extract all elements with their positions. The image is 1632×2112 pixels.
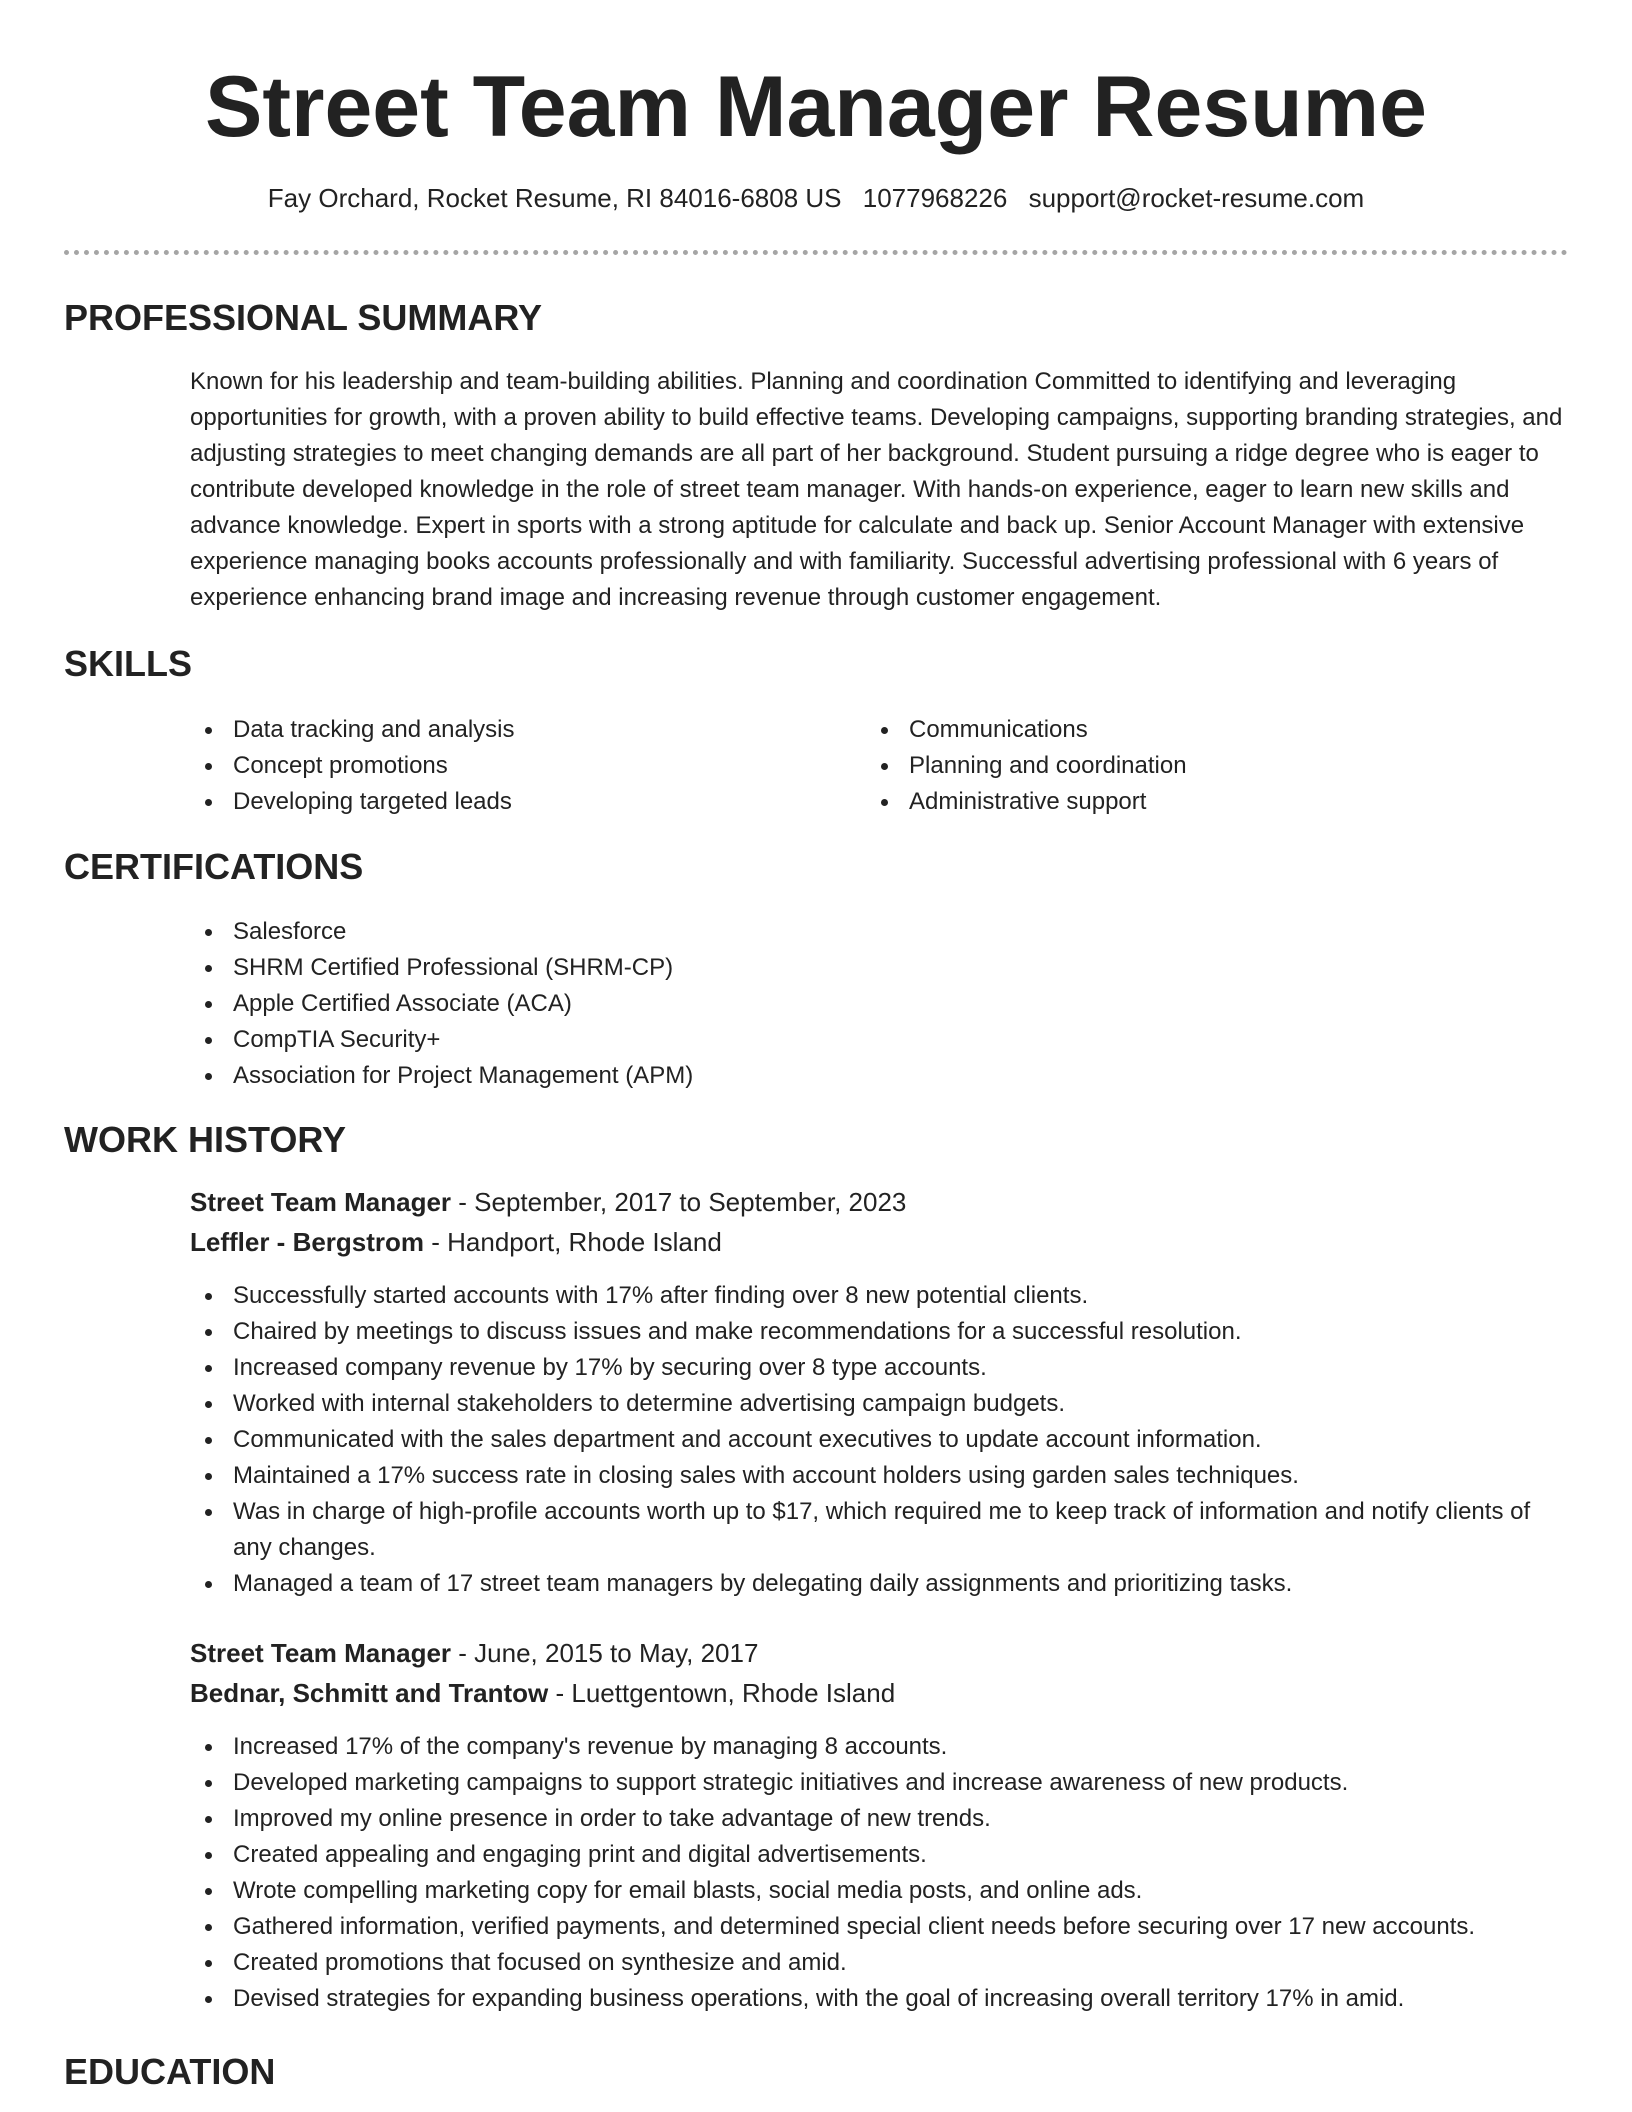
certifications-list bbox=[190, 914, 1570, 1094]
list-item: SHRM Certified Professional (SHRM-CP) bbox=[190, 950, 1570, 986]
summary-text: Known for his leadership and team-building abilities. Planning and coordination Committed to identifying and leveraging opportunities for growth, with a proven ability to build effective teams. Developing campaigns, supporting branding strategies, and adjusting strategies to meet changing demands are all part of her background. Student pursuing a ridge degree who is eager to contribute developed knowledge in the role of street team manager. With hands-on experience, eager to learn new skills and advance knowledge. Expert in sports with a strong aptitude for calculate and back up. Senior Account Manager with extensive experience managing books accounts professionally and with familiarity. Successful advertising professional with 6 years of experience enhancing brand image and increasing revenue through customer engagement. bbox=[190, 368, 1563, 611]
job-dates: - September, 2017 to September, 2023 bbox=[451, 1187, 907, 1217]
list-item: Concept promotions bbox=[190, 748, 830, 784]
job-company-line bbox=[190, 1673, 895, 1713]
certifications-heading: CERTIFICATIONS bbox=[64, 846, 364, 887]
skills-list-left bbox=[190, 712, 830, 820]
list-item: Apple Certified Associate (ACA) bbox=[190, 986, 1570, 1022]
list-item: Administrative support bbox=[866, 784, 1506, 820]
list-item: Communicated with the sales department and account executives to update account information. bbox=[190, 1422, 1570, 1458]
job-title: Street Team Manager bbox=[190, 1638, 452, 1668]
job-bullets bbox=[190, 1278, 1570, 1602]
list-item: Maintained a 17% success rate in closing sales with account holders using garden sales techniques. bbox=[190, 1458, 1570, 1494]
list-item: Developed marketing campaigns to support strategic initiatives and increase awareness of new products. bbox=[190, 1765, 1570, 1801]
list-item: Successfully started accounts with 17% after finding over 8 new potential clients. bbox=[190, 1278, 1570, 1314]
skills-list-right bbox=[866, 712, 1506, 820]
contact-address: Fay Orchard, Rocket Resume, RI 84016-6808 US bbox=[267, 183, 842, 213]
resume-title: Street Team Manager Resume bbox=[205, 59, 1427, 155]
education-heading: EDUCATION bbox=[64, 2051, 276, 2092]
list-item: Association for Project Management (APM) bbox=[190, 1058, 1570, 1094]
header-divider bbox=[64, 250, 1568, 255]
summary-heading: PROFESSIONAL SUMMARY bbox=[64, 297, 543, 338]
job-title-line bbox=[190, 1182, 906, 1222]
job-company: Bednar, Schmitt and Trantow bbox=[190, 1678, 549, 1708]
list-item: Salesforce bbox=[190, 914, 1570, 950]
job-bullets bbox=[190, 1729, 1570, 2017]
list-item: Gathered information, verified payments, and determined special client needs before securing over 17 new accounts. bbox=[190, 1909, 1570, 1945]
job-location: - Luettgentown, Rhode Island bbox=[548, 1678, 896, 1708]
list-item: Was in charge of high-profile accounts worth up to $17, which required me to keep track of information and notify clients of any changes. bbox=[190, 1494, 1570, 1566]
work-history-heading: WORK HISTORY bbox=[64, 1119, 347, 1160]
contact-email[interactable]: support@rocket-resume.com bbox=[1028, 183, 1365, 213]
list-item: Created appealing and engaging print and digital advertisements. bbox=[190, 1837, 1570, 1873]
list-item: Chaired by meetings to discuss issues and make recommendations for a successful resolution. bbox=[190, 1314, 1570, 1350]
job-company-line bbox=[190, 1222, 722, 1262]
list-item: Devised strategies for expanding business operations, with the goal of increasing overall territory 17% in amid. bbox=[190, 1981, 1570, 2017]
list-item: Managed a team of 17 street team managers by delegating daily assignments and prioritizing tasks. bbox=[190, 1566, 1570, 1602]
list-item: Improved my online presence in order to take advantage of new trends. bbox=[190, 1801, 1570, 1837]
job-title: Street Team Manager bbox=[190, 1187, 452, 1217]
skills-heading: SKILLS bbox=[64, 643, 193, 684]
list-item: Communications bbox=[866, 712, 1506, 748]
list-item: CompTIA Security+ bbox=[190, 1022, 1570, 1058]
job-company: Leffler - Bergstrom bbox=[190, 1227, 425, 1257]
contact-phone[interactable]: 1077968226 bbox=[862, 183, 1008, 213]
list-item: Increased company revenue by 17% by securing over 8 type accounts. bbox=[190, 1350, 1570, 1386]
contact-line bbox=[0, 178, 1632, 218]
list-item: Wrote compelling marketing copy for email blasts, social media posts, and online ads. bbox=[190, 1873, 1570, 1909]
job-dates: - June, 2015 to May, 2017 bbox=[451, 1638, 759, 1668]
list-item: Created promotions that focused on synthesize and amid. bbox=[190, 1945, 1570, 1981]
list-item: Worked with internal stakeholders to determine advertising campaign budgets. bbox=[190, 1386, 1570, 1422]
job-title-line bbox=[190, 1633, 758, 1673]
list-item: Developing targeted leads bbox=[190, 784, 830, 820]
job-location: - Handport, Rhode Island bbox=[424, 1227, 722, 1257]
list-item: Increased 17% of the company's revenue by managing 8 accounts. bbox=[190, 1729, 1570, 1765]
list-item: Data tracking and analysis bbox=[190, 712, 830, 748]
list-item: Planning and coordination bbox=[866, 748, 1506, 784]
